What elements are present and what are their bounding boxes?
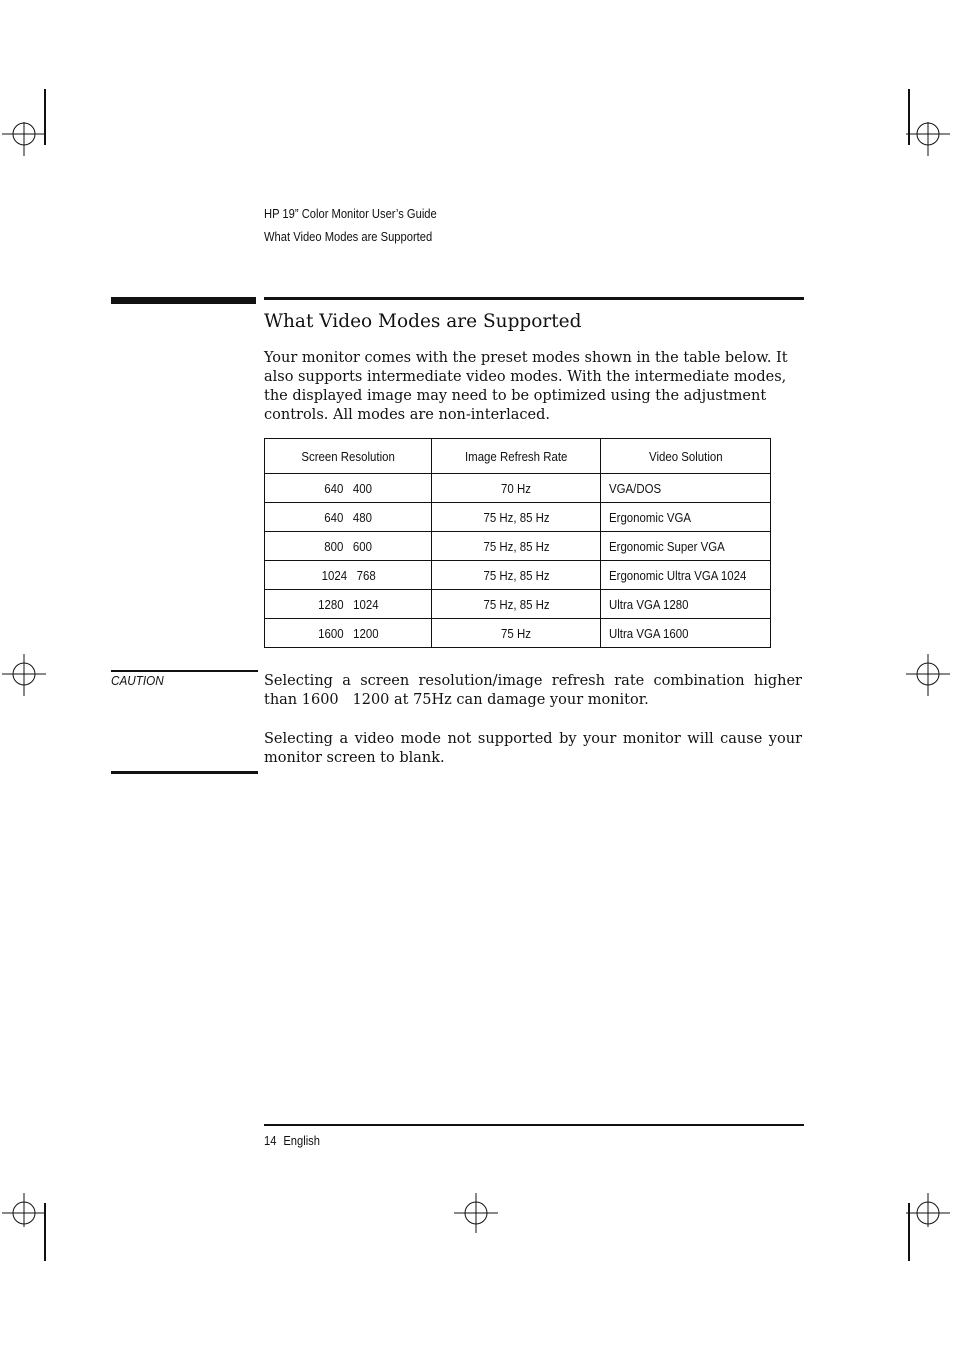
section-rule-left	[111, 297, 256, 304]
caution-paragraph: Selecting a video mode not supported by your monitor will cause your monitor screen to blank.	[264, 731, 802, 766]
registration-mark-bottom-right	[904, 1189, 954, 1239]
video-solution-cell: Ultra VGA 1280	[601, 590, 771, 619]
caution-rule-top	[111, 670, 258, 672]
column-header-resolution: Screen Resolution	[265, 439, 432, 474]
resolution-cell: 640 400	[265, 474, 432, 503]
caution-paragraph: Selecting a screen resolution/image refresh rate combination higher than 1600 1200 at 75Hz can damage your monitor.	[264, 673, 807, 708]
crop-line-bottom-right	[908, 1203, 910, 1261]
caution-rule-bottom	[111, 771, 258, 774]
resolution-cell: 640 480	[265, 503, 432, 532]
refresh-rate-cell: 70 Hz	[432, 474, 601, 503]
registration-mark-top-right	[904, 110, 954, 160]
refresh-rate-cell: 75 Hz, 85 Hz	[432, 590, 601, 619]
video-solution-cell: Ultra VGA 1600	[601, 619, 771, 648]
column-header-refresh-rate: Image Refresh Rate	[432, 439, 601, 474]
registration-mark-top-left	[0, 110, 50, 160]
registration-mark-bottom-center	[452, 1189, 502, 1239]
running-header-subtitle: What Video Modes are Supported	[264, 229, 433, 244]
section-rule	[264, 297, 804, 300]
refresh-rate-cell: 75 Hz	[432, 619, 601, 648]
refresh-rate-cell: 75 Hz, 85 Hz	[432, 503, 601, 532]
footer-rule	[264, 1124, 804, 1126]
crop-line-top-left	[44, 89, 46, 145]
running-header-title: HP 19” Color Monitor User’s Guide	[264, 206, 437, 221]
table-row	[265, 474, 771, 503]
video-solution-cell: Ergonomic VGA	[601, 503, 771, 532]
video-solution-cell: VGA/DOS	[601, 474, 771, 503]
section-title: What Video Modes are Supported	[264, 311, 582, 332]
page-number: 14	[264, 1133, 277, 1148]
video-modes-table	[264, 438, 771, 648]
resolution-cell: 1600 1200	[265, 619, 432, 648]
refresh-rate-cell: 75 Hz, 85 Hz	[432, 561, 601, 590]
caution-text	[264, 672, 807, 768]
column-header-video-solution: Video Solution	[601, 439, 771, 474]
table-row	[265, 503, 771, 532]
registration-mark-mid-left	[0, 650, 50, 700]
caution-label: CAUTION	[111, 673, 164, 688]
registration-mark-mid-right	[904, 650, 954, 700]
table-row	[265, 561, 771, 590]
intro-paragraph: Your monitor comes with the preset modes shown in the table below. It also supports intermediate video modes. With the intermediate modes, the displayed image may need to be optimized using the adjustment controls. All modes are non-interlaced.	[264, 350, 788, 423]
resolution-cell: 800 600	[265, 532, 432, 561]
resolution-cell: 1024 768	[265, 561, 432, 590]
refresh-rate-cell: 75 Hz, 85 Hz	[432, 532, 601, 561]
crop-line-top-right	[908, 89, 910, 145]
video-solution-cell: Ergonomic Ultra VGA 1024	[601, 561, 771, 590]
table-row	[265, 619, 771, 648]
page-footer	[264, 1133, 320, 1148]
video-solution-cell: Ergonomic Super VGA	[601, 532, 771, 561]
crop-line-bottom-left	[44, 1203, 46, 1261]
table-row	[265, 532, 771, 561]
footer-language: English	[283, 1133, 320, 1148]
table-header-row	[265, 439, 771, 474]
registration-mark-bottom-left	[0, 1189, 50, 1239]
resolution-cell: 1280 1024	[265, 590, 432, 619]
table-row	[265, 590, 771, 619]
